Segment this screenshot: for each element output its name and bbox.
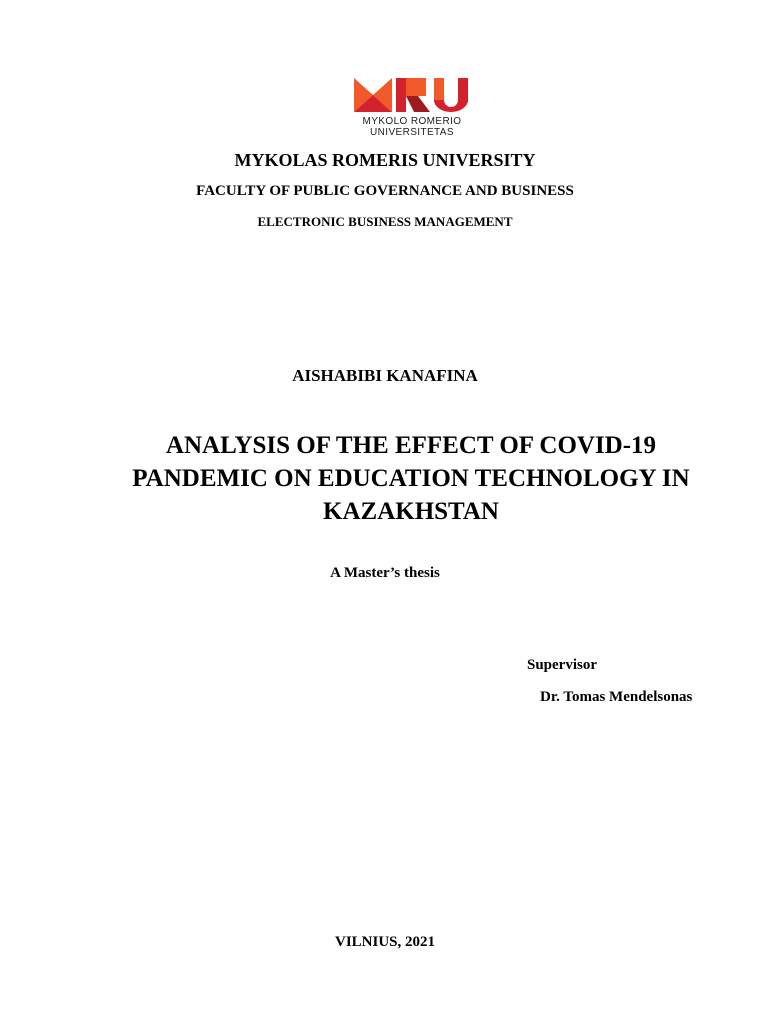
program-name: ELECTRONIC BUSINESS MANAGEMENT <box>257 214 513 229</box>
logo-subtitle-line2: UNIVERSITETAS <box>370 127 454 138</box>
thesis-title: ANALYSIS OF THE EFFECT OF COVID-19 PANDEMIC ON EDUCATION TECHNOLOGY IN KAZAKHSTAN <box>132 432 690 525</box>
mru-logo-mark-icon <box>354 78 470 112</box>
logo-subtitle-line1: MYKOLO ROMERIO <box>362 116 462 127</box>
author-name: AISHABIBI KANAFINA <box>292 366 478 385</box>
university-name: MYKOLAS ROMERIS UNIVERSITY <box>234 150 536 170</box>
faculty-name: FACULTY OF PUBLIC GOVERNANCE AND BUSINESS <box>196 183 574 199</box>
supervisor-name: Dr. Tomas Mendelsonas <box>540 689 693 705</box>
thesis-type: A Master’s thesis <box>330 565 440 581</box>
mru-logo <box>354 78 470 138</box>
place-and-year: VILNIUS, 2021 <box>334 934 436 950</box>
supervisor-label: Supervisor <box>527 657 598 673</box>
